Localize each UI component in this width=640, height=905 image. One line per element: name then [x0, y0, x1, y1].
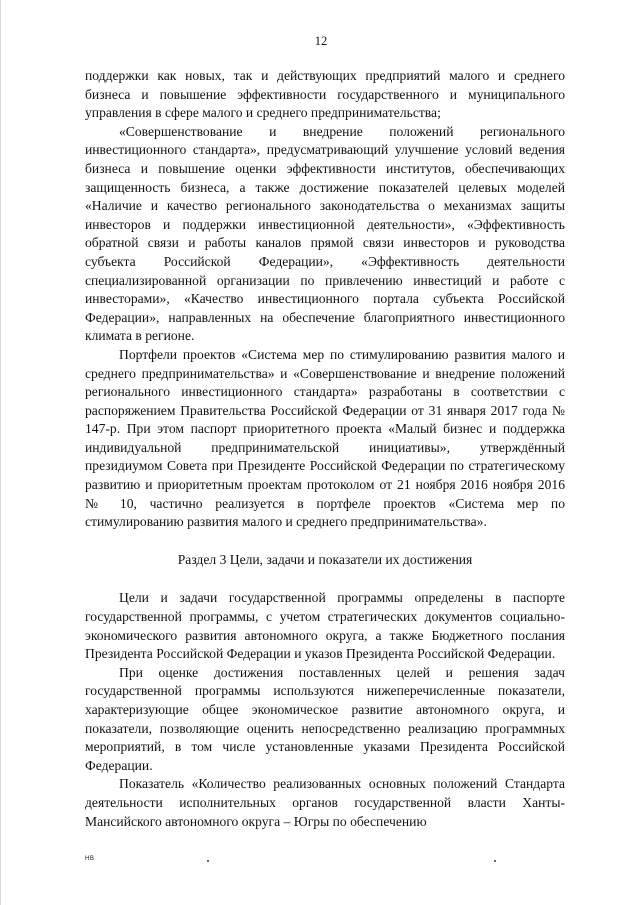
document-body [85, 67, 565, 831]
scan-dot [494, 860, 496, 862]
paragraph: Цели и задачи государственной программы определены в паспорте государственной программы, с учетом стратегических документов социально-экономического развития автономного округа, а также Бюджетного послания Президента Российской Федерации и указов Президента Российской Федерации. [85, 590, 565, 662]
paragraph: Портфели проектов «Система мер по стимулированию развития малого и среднего предпринимательства» и «Совершенствование и внедрение положений регионального инвестиционного стандарта» разработаны в соответствии с распоряжением Правительства Российской Федерации от 31 января 2017 года № 147-р. При этом паспорт приоритетного проекта «Малый бизнес и поддержка индивидуальной предпринимательской инициативы», утверждённый президиумом Совета при Президенте Российской Федерации по стратегическому развитию и приоритетным проектам протоколом от 21 ноября 2016 ноября 2016 № 10, частично реализуется в портфеле проектов «Система мер по стимулированию развития малого и среднего предпринимательства». [85, 346, 565, 530]
section-heading: Раздел 3 Цели, задачи и показатели их достижения [177, 551, 473, 567]
paragraph: «Совершенствование и внедрение положений регионального инвестиционного стандарта», предусматривающий улучшение условий ведения бизнеса и повышение оценки эффективности институтов, обеспечивающих защищенность бизнеса, а также достижение показателей целевых моделей «Наличие и качество регионального законодательства о механизмах защиты инвесторов и поддержки инвестиционной деятельности», «Эффективность обратной связи и работы каналов прямой связи инвесторов и руководства субъекта Российской Федерации», «Эффективность деятельности специализированной организации по привлечению инвестиций и работе с инвесторами», «Качество инвестиционного портала субъекта Российской Федерации», направленных на обеспечение благоприятного инвестиционного климата в регионе. [85, 123, 565, 344]
paragraph: При оценке достижения поставленных целей и решения задач государственной программы используются нижеперечисленные показатели, характеризующие общее экономическое развитие автономного округа, и показатели, позволяющие оценить непосредственно реализацию программных мероприятий, в том числе установленные указами Президента Российской Федерации. [85, 664, 565, 773]
footer-code: НВ [85, 856, 95, 862]
scan-dot [207, 860, 209, 862]
paragraph: Показатель «Количество реализованных основных положений Стандарта деятельности исполнительных органов государственной власти Ханты-Мансийского автономного округа – Югры по обеспечению [85, 776, 565, 829]
page-number: 12 [314, 34, 328, 48]
paragraph-continued: поддержки как новых, так и действующих предприятий малого и среднего бизнеса и повышение эффективности государственного и муниципального управления в сфере малого и среднего предпринимательства; [85, 68, 565, 121]
